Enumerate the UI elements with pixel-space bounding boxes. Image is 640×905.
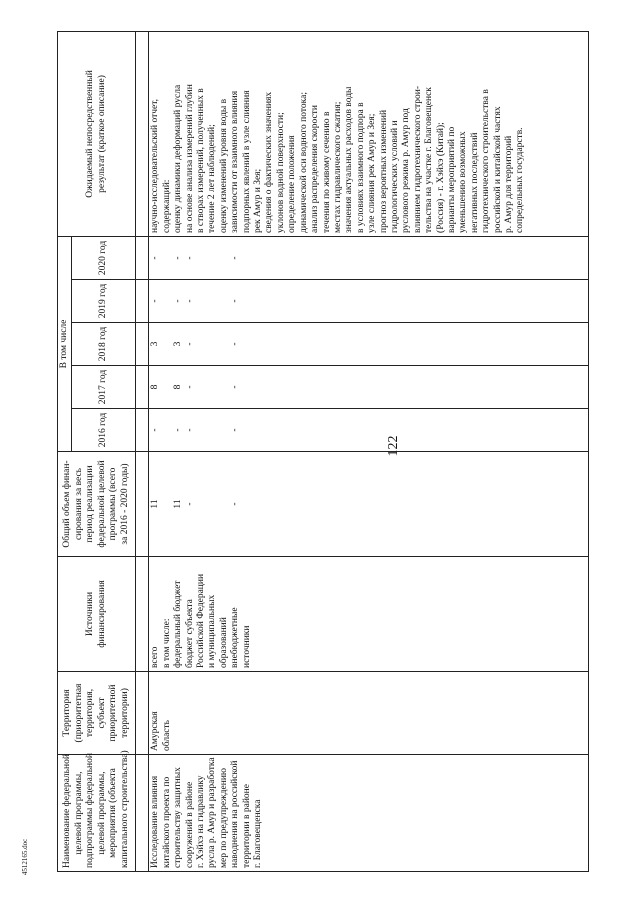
header-result [58,31,136,236]
text-line: сооружений в районе [184,781,195,868]
header-year-2019: 2019 год [72,280,136,323]
funding-year-value: - [150,256,161,260]
text-line: руслового режима р. Амур под [401,108,412,233]
text-line: определение положения [287,135,298,233]
funding-year-value: 8 [150,384,161,390]
header-year-2020: 2020 год [72,236,136,279]
cell-funding-sources [149,557,589,672]
text-line: территории в районе [241,784,252,868]
text-line: подпорных явлений в узле слияния [241,90,252,233]
program-table [57,31,589,872]
funding-year-value: - [184,385,195,389]
text-line: за 2016 - 2020 годы) [119,463,130,545]
text-line: местах гидравлического сжатия; [332,101,343,233]
funding-source-line: Российской Федерации [196,573,207,668]
funding-year-value: - [184,428,195,432]
header-year-2018: 2018 год [72,323,136,366]
text-line: Территория [62,689,73,737]
funding-year-value: - [230,385,241,389]
text-line: Исследование влияния [150,775,161,868]
table-row [149,31,589,871]
text-line: уменьшению возможных [458,131,469,233]
text-line: гидротехнического строительства в [481,89,492,233]
funding-source-line: федеральный бюджет [173,580,184,668]
text-line: тельства на участке г. Благовещенск [424,87,435,233]
header-group-including: В том числе [58,236,72,451]
funding-source-line: в том числе: [161,618,172,668]
text-line: область [161,719,172,751]
text-line: течения по живому сечению в [321,111,332,233]
funding-year-value: - [150,299,161,303]
footer-document-code: 4512165.doc [21,838,29,876]
text-line: на основе анализа измерений глубин [184,84,195,233]
funding-total-value: 11 [173,499,184,509]
cell-expected-result [149,31,589,236]
text-line: программы (всего [108,467,119,541]
cell-year-2018 [149,323,589,366]
text-line: Ожидаемый непосредственный [85,70,96,198]
funding-year-value: 8 [173,384,184,390]
text-line: узле слияния рек Амур и Зея; [367,113,378,233]
text-line: Источники [85,591,96,637]
funding-year-value: - [150,428,161,432]
text-line: территории) [119,688,130,738]
program-table-sheet [57,32,640,872]
text-line: зависимости от взаимного влияния [230,90,241,233]
text-line: анализ распределения скорости [310,105,321,233]
text-line: содержащий: [161,179,172,233]
text-line: оценку динамики деформаций русла [173,84,184,233]
funding-year-value: - [230,256,241,260]
text-line: целевой программы, [73,771,84,855]
text-line: гидрологических условий и [389,120,400,233]
text-line: научно-исследовательский отчет, [150,98,161,233]
text-line: русла р. Амур и разработка [207,757,218,868]
header-total [58,452,136,557]
text-line: период реализации [85,465,96,543]
text-line: Общий объем финан- [62,460,73,548]
header-name [58,750,136,872]
funding-year-value: - [173,256,184,260]
cell-territory [149,672,589,755]
text-line: (приоритетная [73,683,84,743]
funding-year-value: - [230,299,241,303]
text-line: подпрограммы федеральной [85,753,96,868]
text-line: мер по предупреждению [218,767,229,868]
text-line: субъект [96,697,107,729]
funding-year-value: 3 [150,341,161,347]
funding-source-line: всего [150,646,161,668]
text-line: сирования за весь [73,467,84,541]
text-line: федеральной целевой [96,460,107,548]
header-territory [58,672,136,755]
text-line: значения актуальных расходов воды [344,86,355,233]
text-line: рек Амур и Зея; [253,168,264,233]
header-year-2017: 2017 год [72,366,136,409]
text-line: китайского проекта по [161,776,172,868]
cell-total [149,452,589,557]
cell-measure-name [149,755,589,872]
page-number: 122 [386,435,401,457]
header-year-2016: 2016 год [72,409,136,452]
text-line: г. Хэйхэ на гидравлику [196,775,207,868]
text-line: капитального строительства) [119,750,130,868]
text-line: Амурская [150,711,161,751]
funding-total-value: 11 [150,499,161,509]
funding-year-value: - [173,299,184,303]
text-line: влиянием гидротехнического строи- [412,85,423,233]
text-line: динамической оси водного потока; [298,92,309,233]
text-line: финансирования [96,580,107,648]
funding-source-line: внебюджетные [230,607,241,668]
funding-source-line: источники [241,625,252,668]
text-line: (Россия) - г. Хэйхэ (Китай); [435,122,446,233]
text-line: г. Благовещенска [253,799,264,868]
text-line: прогноз вероятных изменений [378,109,389,233]
text-line: приоритетной [108,684,119,742]
text-line: в створах измерений, полученных в [196,88,207,233]
cell-year-2020 [149,236,589,279]
header-sources [58,557,136,672]
cell-year-2016 [149,409,589,452]
funding-year-value: - [184,256,195,260]
text-line: целевой программы, [96,771,107,855]
text-line: в условиях взаимного подпора в [355,102,366,233]
text-line: р. Амур для территорий [504,135,514,233]
text-line: течение 2 лет наблюдений; [207,124,218,233]
text-line: оценку изменений уровня воды в [218,98,229,233]
cell-year-2019 [149,280,589,323]
funding-total-value: - [184,502,195,506]
text-line: наводнения на российской [230,760,241,868]
funding-year-value: - [173,428,184,432]
text-line: сопредельных государств. [515,127,526,233]
table-spacer-row [136,31,149,871]
text-line: мероприятия (объекта [108,768,119,858]
funding-total-value: - [230,502,241,506]
funding-source-line: образований [218,617,229,668]
text-line: негативных последствий [469,132,480,233]
text-line: сведения о фактических значениях [264,91,275,233]
funding-year-value: - [230,428,241,432]
text-line: российской и китайской частях [492,106,503,233]
funding-year-value: - [184,342,195,346]
funding-source-line: бюджет субъекта [184,599,195,668]
text-line: Наименование федеральной [62,754,73,868]
text-line: строительству защитных [173,767,184,868]
text-line: варианты мероприятий по [446,126,457,233]
funding-year-value: 3 [173,341,184,347]
cell-year-2017 [149,366,589,409]
funding-source-line: и муниципальных [207,594,218,668]
text-line: уклонов водной поверхности; [275,112,286,233]
text-line: результат (краткое описание) [96,75,107,193]
funding-year-value: - [230,342,241,346]
funding-year-value: - [184,299,195,303]
text-line: территория, [85,688,96,738]
